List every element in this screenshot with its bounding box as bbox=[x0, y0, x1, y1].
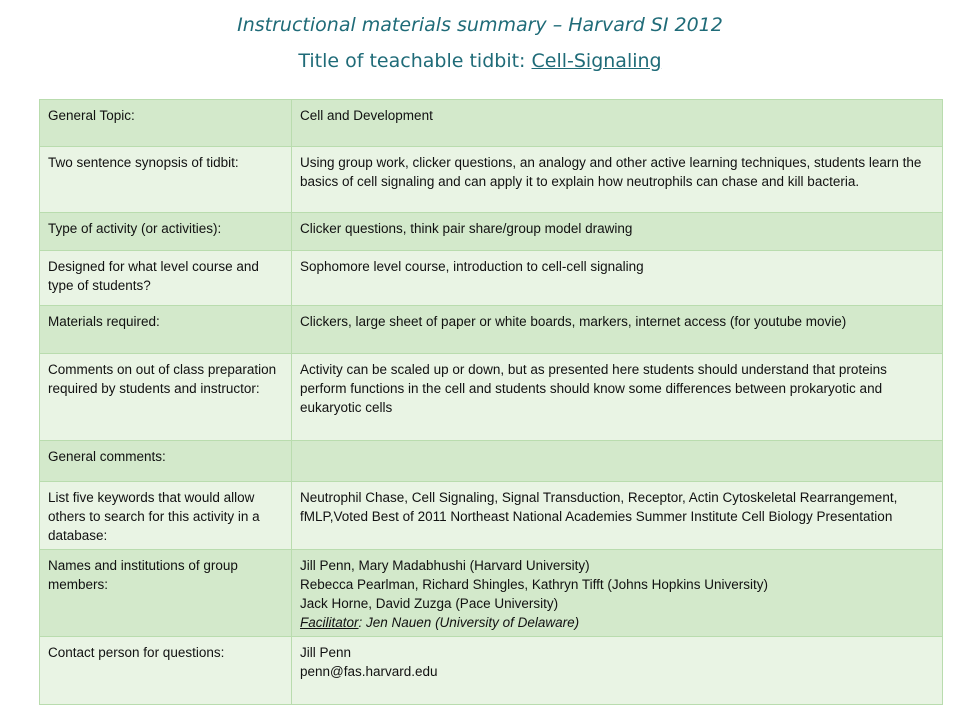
row-value bbox=[292, 441, 943, 482]
row-value: Using group work, clicker questions, an analogy and other active learning techniques, students learn the basics of cell signaling and can apply it to explain how neutrophils can chase and kill bacteria. bbox=[292, 147, 943, 213]
facilitator-label: Facilitator bbox=[300, 615, 359, 630]
row-label: General Topic: bbox=[40, 100, 292, 147]
table-row bbox=[40, 251, 943, 306]
row-label: General comments: bbox=[40, 441, 292, 482]
row-value: Clickers, large sheet of paper or white boards, markers, internet access (for youtube movie) bbox=[292, 306, 943, 354]
facilitator-value: : Jen Nauen (University of Delaware) bbox=[358, 615, 580, 630]
table-row bbox=[40, 100, 943, 147]
subtitle-prefix: Title of teachable tidbit: bbox=[298, 50, 532, 72]
table-row bbox=[40, 441, 943, 482]
table-row bbox=[40, 637, 943, 705]
row-value: Neutrophil Chase, Cell Signaling, Signal Transduction, Receptor, Actin Cytoskeletal Rearrangement, fMLP,Voted Best of 2011 Northeast National Academies Summer Institute Cell Biology Presentation bbox=[292, 482, 943, 550]
member-line: Rebecca Pearlman, Richard Shingles, Kathryn Tifft (Johns Hopkins University) bbox=[300, 577, 768, 592]
member-line: Jack Horne, David Zuzga (Pace University) bbox=[300, 596, 559, 611]
row-label: Contact person for questions: bbox=[40, 637, 292, 705]
page-subtitle bbox=[0, 50, 960, 72]
contact-name: Jill Penn bbox=[300, 645, 352, 660]
row-label: List five keywords that would allow others to search for this activity in a database: bbox=[40, 482, 292, 550]
table-row bbox=[40, 306, 943, 354]
tidbit-title-link[interactable]: Cell-Signaling bbox=[531, 50, 662, 72]
row-value: Sophomore level course, introduction to cell-cell signaling bbox=[292, 251, 943, 306]
row-label: Two sentence synopsis of tidbit: bbox=[40, 147, 292, 213]
row-label: Materials required: bbox=[40, 306, 292, 354]
member-line: Jill Penn, Mary Madabhushi (Harvard University) bbox=[300, 558, 590, 573]
table-row bbox=[40, 354, 943, 441]
summary-table bbox=[39, 99, 943, 705]
row-value: Clicker questions, think pair share/group model drawing bbox=[292, 213, 943, 251]
page-title: Instructional materials summary – Harvard SI 2012 bbox=[237, 14, 723, 36]
row-value: Activity can be scaled up or down, but as presented here students should understand that proteins perform functions in the cell and students should know some differences between prokaryotic and eukaryotic cells bbox=[292, 354, 943, 441]
row-label: Comments on out of class preparation required by students and instructor: bbox=[40, 354, 292, 441]
contact-email[interactable]: penn@fas.harvard.edu bbox=[300, 664, 438, 679]
row-label: Designed for what level course and type of students? bbox=[40, 251, 292, 306]
row-value bbox=[292, 550, 943, 637]
facilitator-line bbox=[300, 613, 934, 632]
row-label: Type of activity (or activities): bbox=[40, 213, 292, 251]
table-row bbox=[40, 213, 943, 251]
row-label: Names and institutions of group members: bbox=[40, 550, 292, 637]
row-value: Cell and Development bbox=[292, 100, 943, 147]
table-row bbox=[40, 147, 943, 213]
row-value bbox=[292, 637, 943, 705]
table-row bbox=[40, 482, 943, 550]
table-row bbox=[40, 550, 943, 637]
